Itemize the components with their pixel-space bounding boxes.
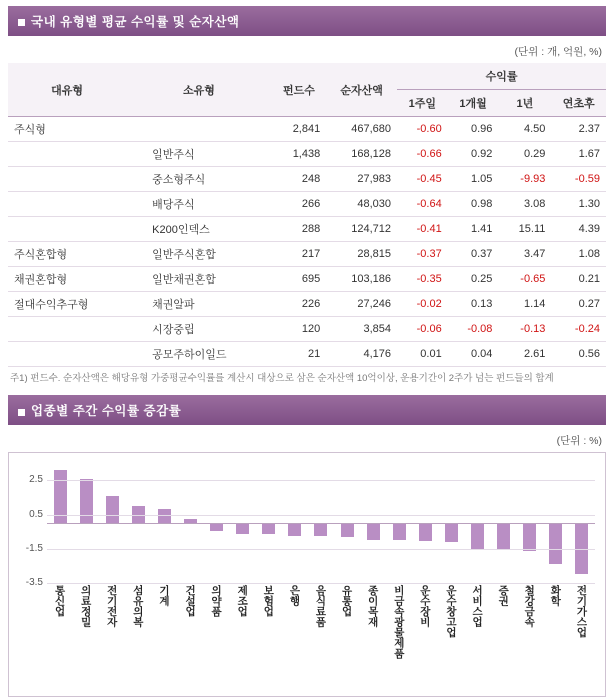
cell-w1: -0.35 — [397, 267, 448, 292]
th-net-asset: 순자산액 — [326, 63, 397, 117]
cell-m1: 0.25 — [448, 267, 499, 292]
table-row — [8, 142, 606, 167]
cell-minor: 일반주식 — [126, 142, 272, 167]
chart-x-label: 음식료품 — [314, 585, 327, 628]
cell-y1: -9.93 — [498, 167, 551, 192]
cell-nav: 124,712 — [326, 217, 397, 242]
chart-x-label: 보험업 — [262, 585, 275, 617]
cell-y1: 3.47 — [498, 242, 551, 267]
chart-bar — [445, 523, 458, 542]
table-row — [8, 217, 606, 242]
chart-bar — [523, 523, 536, 550]
cell-m1: 0.37 — [448, 242, 499, 267]
section2-title: 업종별 주간 수익률 증감률 — [31, 404, 182, 419]
chart-y-tick-label: 0.5 — [29, 508, 43, 520]
cell-funds: 695 — [272, 267, 327, 292]
section-header-sector-chart — [8, 395, 606, 425]
chart-bar — [497, 523, 510, 550]
cell-y1: 2.61 — [498, 342, 551, 367]
cell-w1: -0.66 — [397, 142, 448, 167]
cell-nav: 48,030 — [326, 192, 397, 217]
cell-w1: -0.60 — [397, 117, 448, 142]
cell-m1: 1.05 — [448, 167, 499, 192]
chart-bar — [158, 509, 171, 524]
cell-funds: 217 — [272, 242, 327, 267]
chart-bar — [236, 523, 249, 533]
cell-nav: 3,854 — [326, 317, 397, 342]
chart-bar — [314, 523, 327, 536]
table-row — [8, 267, 606, 292]
cell-major — [8, 342, 126, 367]
cell-ytd: 1.67 — [551, 142, 606, 167]
chart-gridline — [47, 549, 595, 550]
cell-nav: 27,983 — [326, 167, 397, 192]
fund-summary-table — [8, 63, 606, 367]
chart-bar — [106, 496, 119, 523]
section1-title: 국내 유형별 평균 수익률 및 순자산액 — [31, 15, 240, 29]
cell-ytd: 0.27 — [551, 292, 606, 317]
cell-y1: 15.11 — [498, 217, 551, 242]
chart-x-label: 의료정밀 — [79, 585, 92, 628]
cell-funds: 2,841 — [272, 117, 327, 142]
cell-funds: 226 — [272, 292, 327, 317]
cell-major: 주식혼합형 — [8, 242, 126, 267]
chart-x-label: 비금속광물제품 — [392, 585, 405, 659]
cell-m1: -0.08 — [448, 317, 499, 342]
chart-x-label: 운수창고업 — [444, 585, 457, 638]
cell-y1: 3.08 — [498, 192, 551, 217]
cell-w1: -0.41 — [397, 217, 448, 242]
cell-ytd: 0.21 — [551, 267, 606, 292]
chart-x-label: 철강금속 — [523, 585, 536, 628]
cell-m1: 0.98 — [448, 192, 499, 217]
fund-table-body — [8, 117, 606, 367]
th-return-1year: 1년 — [498, 90, 551, 117]
cell-minor: 배당주식 — [126, 192, 272, 217]
chart-y-tick-label: -1.5 — [25, 543, 43, 555]
chart-x-label: 통신업 — [53, 585, 66, 617]
cell-major — [8, 167, 126, 192]
cell-m1: 0.04 — [448, 342, 499, 367]
section2-unit-label: (단위 : %) — [556, 435, 602, 448]
chart-plot-area — [25, 463, 595, 589]
cell-funds: 21 — [272, 342, 327, 367]
chart-x-label: 유통업 — [340, 585, 353, 617]
cell-m1: 1.41 — [448, 217, 499, 242]
cell-funds: 1,438 — [272, 142, 327, 167]
th-return-group: 수익률 — [397, 63, 606, 90]
chart-x-label: 전기가스업 — [575, 585, 588, 638]
cell-y1: 0.29 — [498, 142, 551, 167]
cell-major: 채권혼합형 — [8, 267, 126, 292]
cell-minor: 중소형주식 — [126, 167, 272, 192]
th-return-1week: 1주일 — [397, 90, 448, 117]
cell-minor: 일반주식혼합 — [126, 242, 272, 267]
cell-minor: 공모주하이일드 — [126, 342, 272, 367]
cell-major — [8, 317, 126, 342]
chart-x-label: 의약품 — [210, 585, 223, 617]
cell-ytd: 1.08 — [551, 242, 606, 267]
chart-x-label: 제조업 — [236, 585, 249, 617]
chart-bar — [210, 523, 223, 531]
cell-minor — [126, 117, 272, 142]
chart-x-label: 서비스업 — [471, 585, 484, 628]
th-major-type: 대유형 — [8, 63, 126, 117]
cell-ytd: -0.24 — [551, 317, 606, 342]
cell-minor: 채권알파 — [126, 292, 272, 317]
chart-bar — [471, 523, 484, 549]
chart-bar — [80, 479, 93, 524]
table-row — [8, 317, 606, 342]
square-bullet-icon — [18, 19, 25, 26]
cell-nav: 28,815 — [326, 242, 397, 267]
th-minor-type: 소유형 — [126, 63, 272, 117]
cell-ytd: -0.59 — [551, 167, 606, 192]
chart-x-label: 은행 — [288, 585, 301, 607]
chart-x-label: 기계 — [157, 585, 170, 607]
cell-w1: -0.37 — [397, 242, 448, 267]
chart-bar — [367, 523, 380, 539]
cell-major: 절대수익추구형 — [8, 292, 126, 317]
cell-y1: -0.65 — [498, 267, 551, 292]
chart-x-label: 섬유의복 — [131, 585, 144, 628]
cell-w1: -0.45 — [397, 167, 448, 192]
cell-funds: 248 — [272, 167, 327, 192]
chart-gridline — [47, 583, 595, 584]
chart-bar — [549, 523, 562, 563]
chart-x-label: 운수장비 — [418, 585, 431, 628]
section-header-fund-table — [8, 6, 606, 36]
cell-m1: 0.96 — [448, 117, 499, 142]
cell-ytd: 4.39 — [551, 217, 606, 242]
cell-nav: 467,680 — [326, 117, 397, 142]
chart-bar — [288, 523, 301, 535]
chart-x-label: 건설업 — [184, 585, 197, 617]
cell-nav: 103,186 — [326, 267, 397, 292]
chart-y-tick-label: 2.5 — [29, 474, 43, 486]
table-row — [8, 192, 606, 217]
cell-minor: K200인덱스 — [126, 217, 272, 242]
cell-major — [8, 192, 126, 217]
cell-major — [8, 217, 126, 242]
chart-bar — [341, 523, 354, 536]
cell-funds: 288 — [272, 217, 327, 242]
cell-m1: 0.92 — [448, 142, 499, 167]
square-bullet-icon — [18, 409, 25, 416]
cell-ytd: 1.30 — [551, 192, 606, 217]
chart-y-tick-label: -3.5 — [25, 577, 43, 589]
cell-ytd: 0.56 — [551, 342, 606, 367]
table-row — [8, 342, 606, 367]
chart-zero-axis — [47, 523, 595, 524]
th-return-1month: 1개월 — [448, 90, 499, 117]
chart-bar — [393, 523, 406, 540]
th-fund-count: 펀드수 — [272, 63, 327, 117]
cell-y1: 4.50 — [498, 117, 551, 142]
table-row — [8, 117, 606, 142]
chart-gridline — [47, 515, 595, 516]
section1-unit-label: (단위 : 개, 억원, %) — [514, 46, 602, 58]
table-row — [8, 167, 606, 192]
cell-ytd: 2.37 — [551, 117, 606, 142]
cell-nav: 4,176 — [326, 342, 397, 367]
cell-minor: 일반채권혼합 — [126, 267, 272, 292]
cell-nav: 168,128 — [326, 142, 397, 167]
chart-x-label: 전기전자 — [105, 585, 118, 628]
cell-w1: -0.02 — [397, 292, 448, 317]
chart-x-label: 종이목재 — [366, 585, 379, 628]
sector-weekly-return-chart — [8, 452, 606, 697]
cell-major — [8, 142, 126, 167]
cell-y1: 1.14 — [498, 292, 551, 317]
cell-w1: -0.06 — [397, 317, 448, 342]
cell-w1: 0.01 — [397, 342, 448, 367]
cell-w1: -0.64 — [397, 192, 448, 217]
cell-nav: 27,246 — [326, 292, 397, 317]
chart-x-axis-labels — [47, 585, 595, 693]
cell-funds: 266 — [272, 192, 327, 217]
chart-x-label: 화학 — [549, 585, 562, 607]
chart-bar — [262, 523, 275, 534]
cell-funds: 120 — [272, 317, 327, 342]
table-footnote: 주1) 펀드수. 순자산액은 해당유형 가중평균수익률를 계산시 대상으로 삼은 순자산액 10억이상, 운용기간이 2주가 넘는 펀드들의 합계 — [10, 373, 554, 384]
cell-m1: 0.13 — [448, 292, 499, 317]
th-return-ytd: 연초후 — [551, 90, 606, 117]
cell-major: 주식형 — [8, 117, 126, 142]
cell-y1: -0.13 — [498, 317, 551, 342]
table-row — [8, 292, 606, 317]
table-row — [8, 242, 606, 267]
cell-minor: 시장중립 — [126, 317, 272, 342]
chart-x-label: 증권 — [497, 585, 510, 607]
chart-bar — [419, 523, 432, 541]
chart-gridline — [47, 480, 595, 481]
